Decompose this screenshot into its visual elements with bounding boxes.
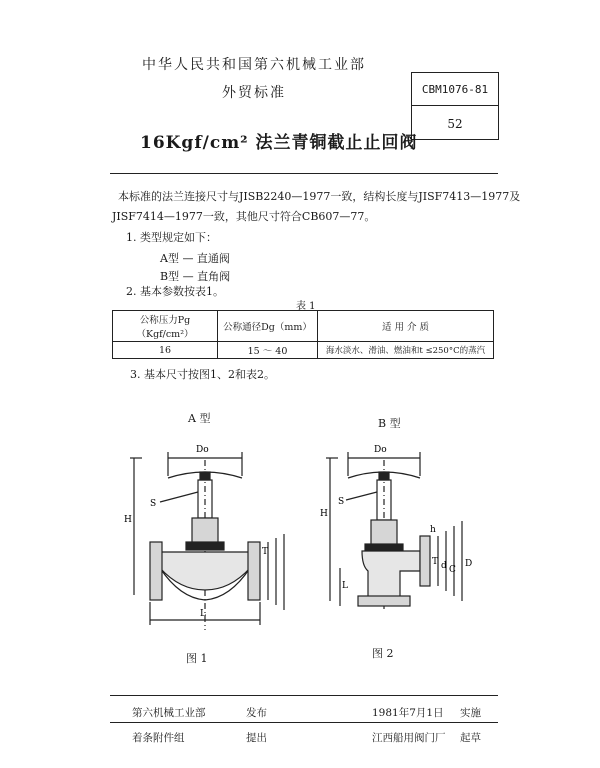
fig2-dim-c: C (449, 565, 456, 575)
table-caption: 表 1 (296, 301, 316, 312)
cell-pressure: 16 (113, 342, 218, 359)
type-a-line: A型 — 直通阀 (160, 252, 230, 265)
page-number: 52 (447, 117, 463, 131)
fig2-dim-d: d (441, 561, 447, 571)
fig1-dim-h: H (124, 515, 132, 525)
footer-drafter-label: 起草 (460, 732, 481, 744)
item-3: 3. 基本尺寸按图1、2和表2。 (130, 368, 275, 381)
table-header-row (113, 311, 494, 342)
figure-b-label: B 型 (378, 417, 401, 430)
table-row (113, 342, 494, 359)
header-diameter: 公称通径Dg（mm） (218, 311, 318, 342)
standard-code: CBM1076-81 (421, 83, 489, 96)
cell-medium: 海水淡水、滑油、燃油和t ≤250°C的蒸汽 (318, 342, 494, 359)
ministry-header: 中华人民共和国第六机械工业部 (142, 57, 366, 73)
footer-proposer-label: 提出 (246, 732, 267, 744)
fig2-dim-t: T (432, 557, 439, 567)
title-rule (110, 173, 498, 174)
fig1-dim-l: L (200, 609, 206, 619)
type-b-line: B型 — 直角阀 (160, 270, 231, 283)
fig1-dim-s: S (150, 499, 157, 509)
footer-proposer: 着条附件组 (132, 732, 185, 744)
figure-a-label: A 型 (188, 412, 211, 425)
code-box-divider (412, 105, 498, 106)
footer-issue-label: 发布 (246, 707, 267, 719)
item-2: 2. 基本参数按表1。 (126, 285, 224, 298)
figure-2-caption: 图 2 (372, 647, 394, 660)
fig2-dim-h-small: h (430, 525, 436, 535)
fig2-dim-l: L (342, 581, 348, 591)
standard-code-box (411, 72, 499, 140)
fig2-dim-h: H (320, 509, 328, 519)
fig2-dim-s: S (338, 497, 345, 507)
standard-type: 外贸标准 (222, 85, 286, 101)
cell-diameter: 15 ～ 40 (218, 342, 318, 359)
footer-rule-mid (110, 722, 498, 723)
footer-date: 1981年7月1日 (372, 707, 444, 719)
parameter-table (112, 310, 494, 359)
fig2-dim-do: Do (374, 445, 387, 455)
footer-drafter: 江西船用阀门厂 (372, 732, 446, 744)
fig2-dim-D: D (465, 559, 473, 569)
fig1-dim-do: Do (196, 445, 209, 455)
header-medium: 适 用 介 质 (318, 311, 494, 342)
figure-1-valve-drawing (120, 430, 300, 640)
header-pressure: 公称压力Pg（Kgf/cm²） (113, 311, 218, 342)
figure-2-valve-drawing (320, 436, 490, 616)
figure-1-caption: 图 1 (186, 652, 208, 665)
intro-line-2: JISF7414—1977一致，其他尺寸符合CB607—77。 (112, 210, 376, 223)
fig1-dim-t: T (262, 547, 269, 557)
footer-issuer: 第六机械工业部 (132, 707, 206, 719)
footer-implement-label: 实施 (460, 707, 481, 719)
footer-rule-top (110, 695, 498, 696)
document-title: 16Kgf/cm² 法兰青铜截止止回阀 (140, 133, 418, 153)
item-1: 1. 类型规定如下： (126, 231, 217, 244)
intro-line-1: 本标准的法兰连接尺寸与JISB2240—1977一致，结构长度与JISF7413—1977及 (118, 190, 521, 203)
